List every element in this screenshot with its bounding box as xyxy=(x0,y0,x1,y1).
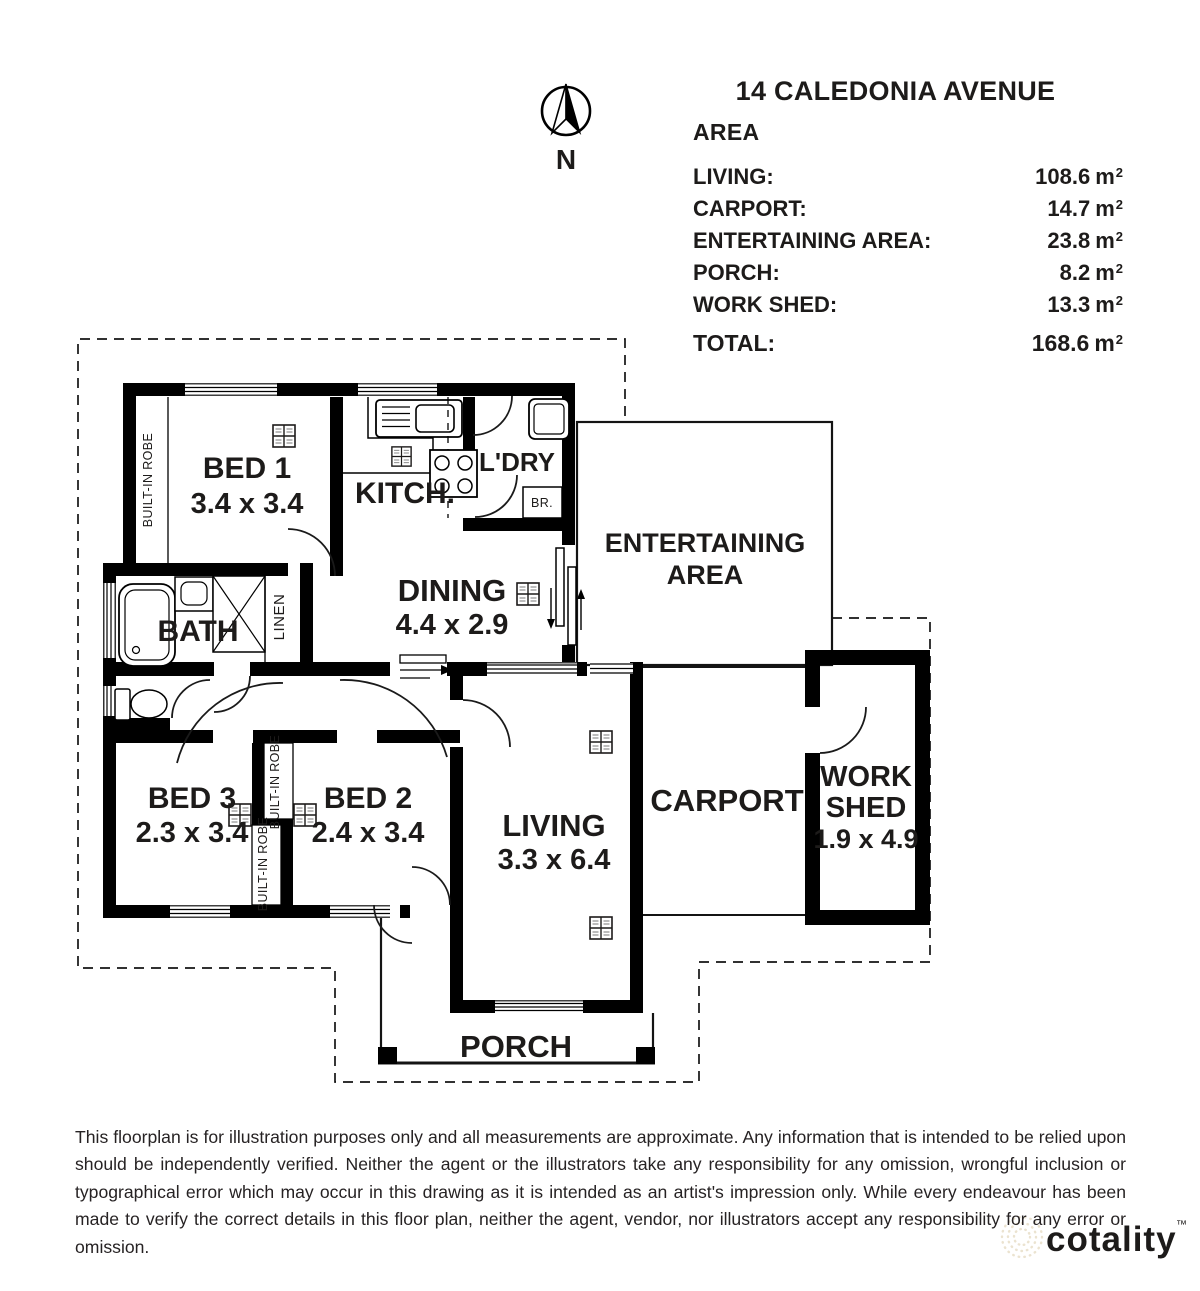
living-dims: 3.3 x 6.4 xyxy=(497,844,611,876)
workshed-label-1: WORK xyxy=(820,761,912,793)
watermark-trademark: ™ xyxy=(1176,1219,1187,1231)
workshed-dims: 1.9 x 4.9 xyxy=(813,824,919,854)
ceiling-vent-icon xyxy=(590,731,612,753)
dining-dims: 4.4 x 2.9 xyxy=(395,609,509,641)
robe-label-upper: BUILT-IN ROBE xyxy=(268,734,282,830)
carport-label: CARPORT xyxy=(650,783,804,818)
laundry-label: L'DRY xyxy=(479,447,555,477)
area-table xyxy=(693,164,1123,362)
area-row-workshed: WORK SHED: 13.3 $m^2$ xyxy=(693,292,1123,317)
area-row-carport: CARPORT: 14.7 $m^2$ xyxy=(693,196,1123,221)
entertaining-label-1: ENTERTAINING xyxy=(604,528,806,558)
area-row-living: LIVING: 108.6 $m^2$ xyxy=(693,164,1123,189)
area-heading: AREA xyxy=(693,119,760,145)
porch-label: PORCH xyxy=(460,1029,572,1064)
robe-label-lower: BUILT-IN ROBE xyxy=(256,816,270,912)
bed3-label: BED 3 xyxy=(147,782,237,815)
broom-label: BR. xyxy=(530,496,554,510)
ceiling-vent-icon xyxy=(273,425,295,447)
vanity-icon xyxy=(175,577,213,611)
step-symbol xyxy=(400,655,453,678)
dining-label: DINING xyxy=(397,573,507,608)
kitchen-sink-icon xyxy=(376,400,462,437)
workshed-label-2: SHED xyxy=(825,792,907,824)
linen-label: LINEN xyxy=(271,593,288,641)
bed1-dims: 3.4 x 3.4 xyxy=(190,488,304,520)
laundry-tub-icon xyxy=(529,399,569,439)
ceiling-vent-icon xyxy=(392,447,411,466)
bath-label: BATH xyxy=(157,615,239,648)
compass-north-label: N xyxy=(555,144,577,175)
area-row-entertaining: ENTERTAINING AREA: 23.8 $m^2$ xyxy=(693,228,1123,253)
area-row-porch: PORCH: 8.2 $m^2$ xyxy=(693,260,1123,285)
bed1-label: BED 1 xyxy=(202,452,292,485)
compass-icon xyxy=(542,84,590,175)
disclaimer-text: This floorplan is for illustration purposes only and all measurements are approximate. Any information that is intended to be relied upon should be independently verified. Neither the agent or the illustrators take any responsibility for any omission, wrongful inclusion or typographical error which may occur in this drawing as it is intended as an artist's impression only. While every endeavour has been made to verify the correct details in this floor plan, neither the agent, vendor, nor illustrators accept any responsibility for any error or omission. xyxy=(75,1127,1126,1257)
entertaining-label-2: AREA xyxy=(666,560,744,590)
bed2-dims: 2.4 x 3.4 xyxy=(311,817,425,849)
page-title: 14 CALEDONIA AVENUE xyxy=(735,76,1056,106)
ceiling-vent-icon xyxy=(590,917,612,939)
bed2-label: BED 2 xyxy=(323,782,413,815)
watermark-text: cotality xyxy=(1046,1220,1177,1259)
living-label: LIVING xyxy=(502,808,606,843)
bed3-dims: 2.3 x 3.4 xyxy=(135,817,249,849)
bed1-robe-label: BUILT-IN ROBE xyxy=(141,432,155,528)
toilet-icon xyxy=(115,689,167,720)
ceiling-vent-icon xyxy=(517,583,539,605)
kitchen-label: KITCH. xyxy=(355,477,455,510)
area-row-total: TOTAL: 168.6 $m^2$ xyxy=(693,330,1123,356)
